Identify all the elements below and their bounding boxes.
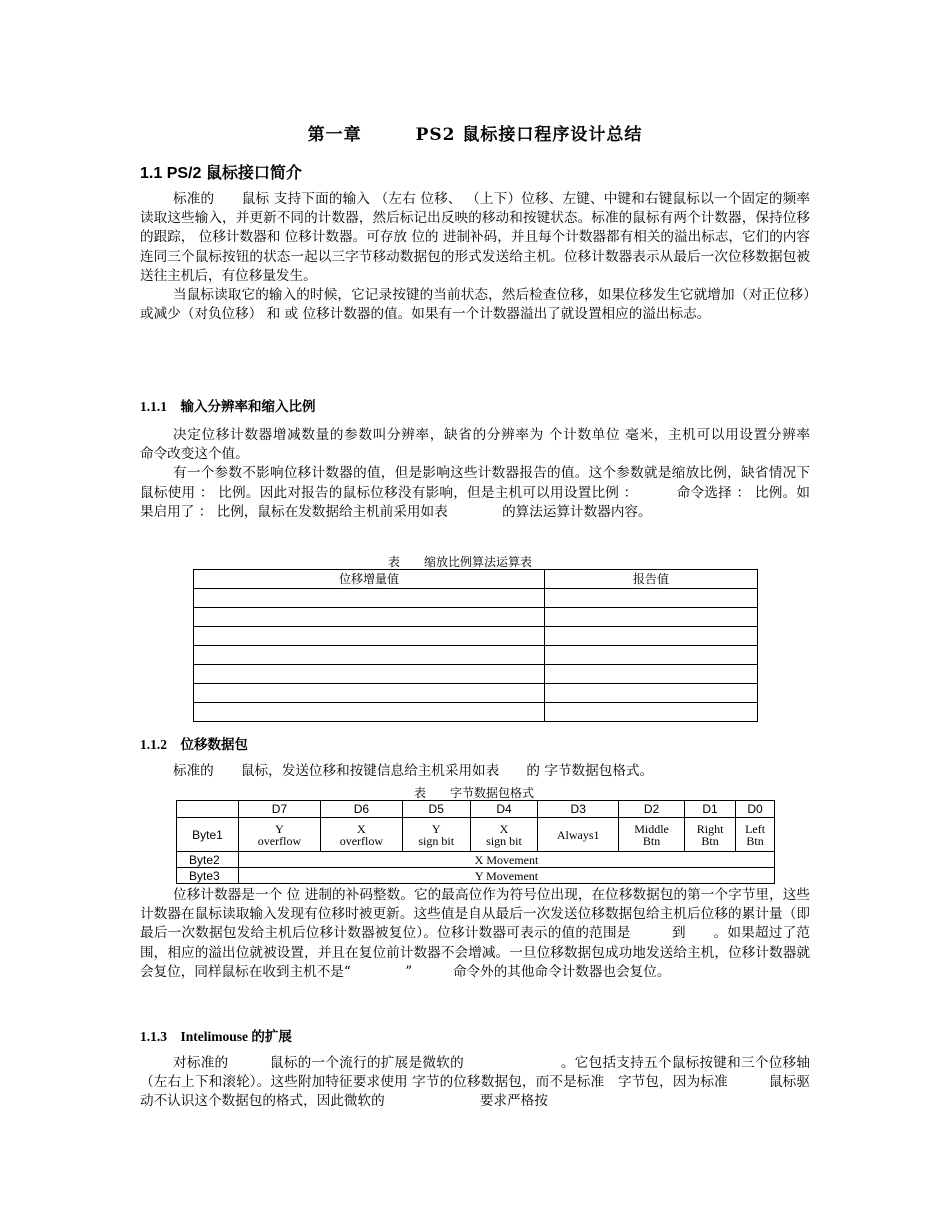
table-cell (545, 627, 758, 646)
paragraph: 当鼠标读取它的输入的时候，它记录按键的当前状态，然后检查位移，如果位移发生它就增加（对正位移）或减少（对负位移） 和 或 位移计数器的值。如果有一个计数器溢出了就设置相应的溢出标志。 (140, 287, 810, 323)
section-heading-1-1-2: 1.1.2 位移数据包 (140, 737, 248, 752)
table2-caption: 表 字节数据包格式 (414, 786, 535, 800)
table-header-cell: D0 (736, 801, 775, 818)
bit-cell: Always1 (538, 818, 619, 852)
table-cell (194, 627, 545, 646)
section-heading-1-1-1: 1.1.1 输入分辨率和缩入比例 (140, 399, 316, 414)
table1-caption: 表 缩放比例算法运算表 (388, 555, 533, 569)
packet-format-table (176, 800, 775, 884)
bit-cell: Y sign bit (402, 818, 470, 852)
row-label: Byte3 (177, 868, 239, 884)
paragraph: 有一个参数不影响位移计数器的值，但是影响这些计数器报告的值。这个参数就是缩放比例，缺省情况下鼠标使用 ： 比例。因此对报告的鼠标位移没有影响，但是主机可以用设置比例 ： 命令选择 ： 比例。如果启用了 ： 比例，鼠标在发数据给主机前采用如表 的算法运算计数器内容。 (140, 465, 810, 520)
table-row (177, 852, 775, 868)
paragraph: 标准的 鼠标，发送位移和按键信息给主机采用如表 的 字节数据包格式。 (173, 763, 654, 779)
packet-intro-text (140, 762, 810, 781)
table-row (194, 684, 758, 703)
intelimouse-text (140, 1054, 810, 1112)
bit-cell: X sign bit (470, 818, 538, 852)
table-cell (194, 608, 545, 627)
table-header-cell: D7 (239, 801, 321, 818)
table-header-row (194, 570, 758, 589)
table-row (194, 665, 758, 684)
table-row (177, 818, 775, 852)
table-cell (545, 608, 758, 627)
movement-cell: Y Movement (239, 868, 775, 884)
table-cell (194, 589, 545, 608)
table-header-row (177, 801, 775, 818)
table-header-cell: D6 (320, 801, 402, 818)
table-cell (194, 684, 545, 703)
table-cell (194, 665, 545, 684)
resolution-text (140, 426, 838, 522)
table-header-cell: 位移增量值 (194, 570, 545, 589)
bit-cell: Middle Btn (619, 818, 685, 852)
table-header-cell: 报告值 (545, 570, 758, 589)
intro-text (140, 190, 810, 324)
counter-text (140, 886, 810, 982)
paragraph: 标准的 鼠标 支持下面的输入 （左右 位移、 （上下）位移、左键、中键和右键鼠标以一个固定的频率读取这些输入，并更新不同的计数器，然后标记出反映的移动和按键状态。标准的鼠标有两个计数器，保持位移的跟踪， 位移计数器和 位移计数器。可存放 位的 进制补码，并且每个计数器都有相关的溢出标志，它们的内容连同三个鼠标按钮的状态一起以三字节移动数据包的形式发送给主机。位移计数器表示从最后一次位移数据包被送往主机后，有位移量发生。 (140, 191, 810, 284)
table-row (194, 627, 758, 646)
scaling-table (193, 569, 758, 722)
bit-cell: Right Btn (685, 818, 736, 852)
table-row (194, 589, 758, 608)
table-row (194, 608, 758, 627)
table-header-cell: D4 (470, 801, 538, 818)
table-header-cell: D2 (619, 801, 685, 818)
table-row (177, 868, 775, 884)
table-cell (545, 589, 758, 608)
paragraph: 位移计数器是一个 位 进制的补码整数。它的最高位作为符号位出现，在位移数据包的第一个字节里，这些计数器在鼠标读取输入发现有位移时被更新。这些值是自从最后一次发送位移数据包给主机后位移的累计量（即最后一次数据包发给主机后位移计数器被复位）。位移计数器可表示的值的范围是 到 。如果超过了范围，相应的溢出位就被设置，并且在复位前计数器不会增减。一旦位移数据包成功地发送给主机，位移计数器就会复位，同样鼠标在收到主机不是“ ” 命令外的其他命令计数器也会复位。 (140, 887, 810, 980)
table-cell (194, 703, 545, 722)
movement-cell: X Movement (239, 852, 775, 868)
table-cell (545, 703, 758, 722)
table-header-cell: D5 (402, 801, 470, 818)
bit-cell: X overflow (320, 818, 402, 852)
paragraph: 决定位移计数器增减数量的参数叫分辨率，缺省的分辨率为 个计数单位 毫米，主机可以用设置分辨率 命令改变这个值。 (140, 427, 838, 463)
table-row (194, 703, 758, 722)
table-cell (177, 801, 239, 818)
bit-cell: Y overflow (239, 818, 321, 852)
table-header-cell: D1 (685, 801, 736, 818)
table-cell (545, 684, 758, 703)
chapter-title: 第一章 PS2 鼠标接口程序设计总结 (307, 125, 643, 145)
paragraph: 对标准的 鼠标的一个流行的扩展是微软的 。它包括支持五个鼠标按键和三个位移轴（左右上下和滚轮）。这些附加特征要求使用 字节的位移数据包，而不是标准 字节包，因为标准 鼠标驱动不认识这个数据包的格式，因此微软的 要求严格按 (140, 1055, 810, 1110)
table-cell (545, 646, 758, 665)
table-cell (545, 665, 758, 684)
table-row (194, 646, 758, 665)
row-label: Byte2 (177, 852, 239, 868)
bit-cell: Left Btn (736, 818, 775, 852)
section-heading-1-1: 1.1 PS/2 鼠标接口简介 (140, 165, 302, 182)
table-header-cell: D3 (538, 801, 619, 818)
table-cell (194, 646, 545, 665)
row-label: Byte1 (177, 818, 239, 852)
section-heading-1-1-3: 1.1.3 Intelimouse 的扩展 (140, 1029, 292, 1044)
